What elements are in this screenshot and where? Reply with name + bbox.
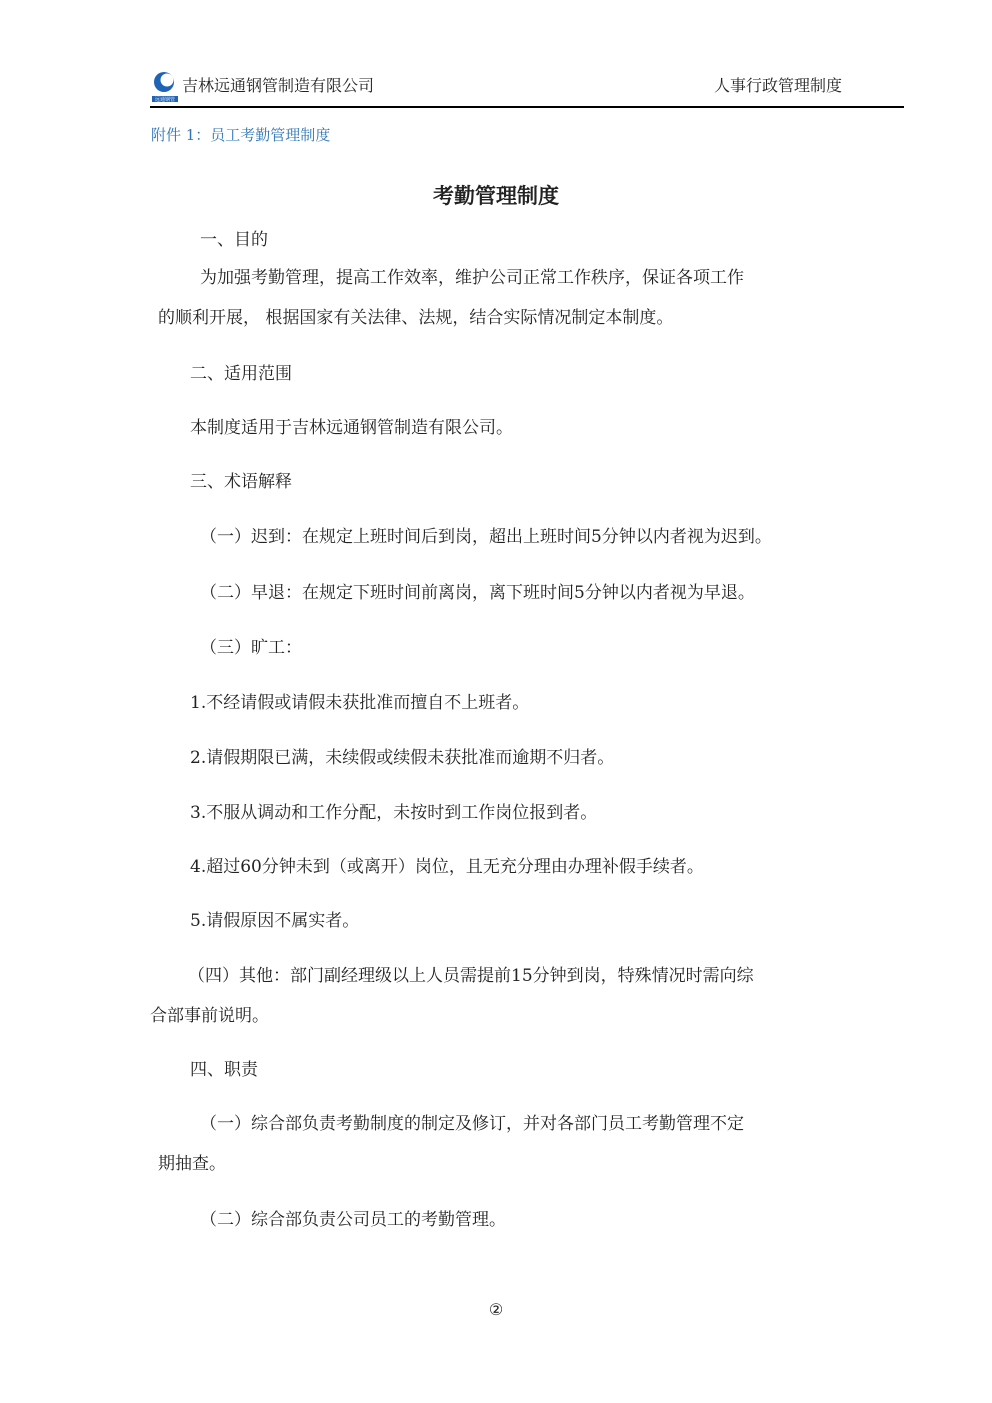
paragraph-line: 的顺利开展， 根据国家有关法律、法规，结合实际情况制定本制度。 <box>158 308 674 328</box>
company-logo-icon <box>150 70 184 104</box>
company-name: 吉林远通钢管制造有限公司 <box>182 76 375 95</box>
page-title: 考勤管理制度 <box>433 183 559 208</box>
list-item: 5.请假原因不属实者。 <box>190 911 360 931</box>
page-number: ② <box>488 1300 504 1319</box>
list-item: 3.不服从调动和工作分配，未按时到工作岗位报到者。 <box>190 803 598 823</box>
section-heading-terms: 三、术语解释 <box>190 472 292 492</box>
list-item: （一）综合部负责考勤制度的制定及修订，并对各部门员工考勤管理不定 <box>200 1114 744 1134</box>
list-item: （二）早退：在规定下班时间前离岗，离下班时间5分钟以内者视为早退。 <box>200 583 755 603</box>
paragraph-line: 合部事前说明。 <box>150 1006 269 1026</box>
paragraph-line: 为加强考勤管理，提高工作效率，维护公司正常工作秩序，保证各项工作 <box>200 268 744 288</box>
list-item: （一）迟到：在规定上班时间后到岗，超出上班时间5分钟以内者视为迟到。 <box>200 527 772 547</box>
list-item: （二）综合部负责公司员工的考勤管理。 <box>200 1210 506 1230</box>
section-heading-duties: 四、职责 <box>190 1060 258 1080</box>
list-item: （三）旷工： <box>200 638 302 658</box>
header-divider <box>150 106 904 108</box>
list-item: 2.请假期限已满，未续假或续假未获批准而逾期不归者。 <box>190 748 615 768</box>
page-header <box>150 68 904 108</box>
list-item: 1.不经请假或请假未获批准而擅自不上班者。 <box>190 693 530 713</box>
paragraph-line: 期抽查。 <box>158 1154 226 1174</box>
document-name: 人事行政管理制度 <box>713 76 842 95</box>
paragraph-line: 本制度适用于吉林远通钢管制造有限公司。 <box>190 418 513 438</box>
attachment-label: 附件 1：员工考勤管理制度 <box>151 126 331 144</box>
section-heading-purpose: 一、目的 <box>200 230 268 250</box>
logo-text: 远通钢管 <box>154 97 176 103</box>
list-item: （四）其他：部门副经理级以上人员需提前15分钟到岗，特殊情况时需向综 <box>188 966 754 986</box>
section-heading-scope: 二、适用范围 <box>190 364 292 384</box>
list-item: 4.超过60分钟未到（或离开）岗位，且无充分理由办理补假手续者。 <box>190 857 704 877</box>
